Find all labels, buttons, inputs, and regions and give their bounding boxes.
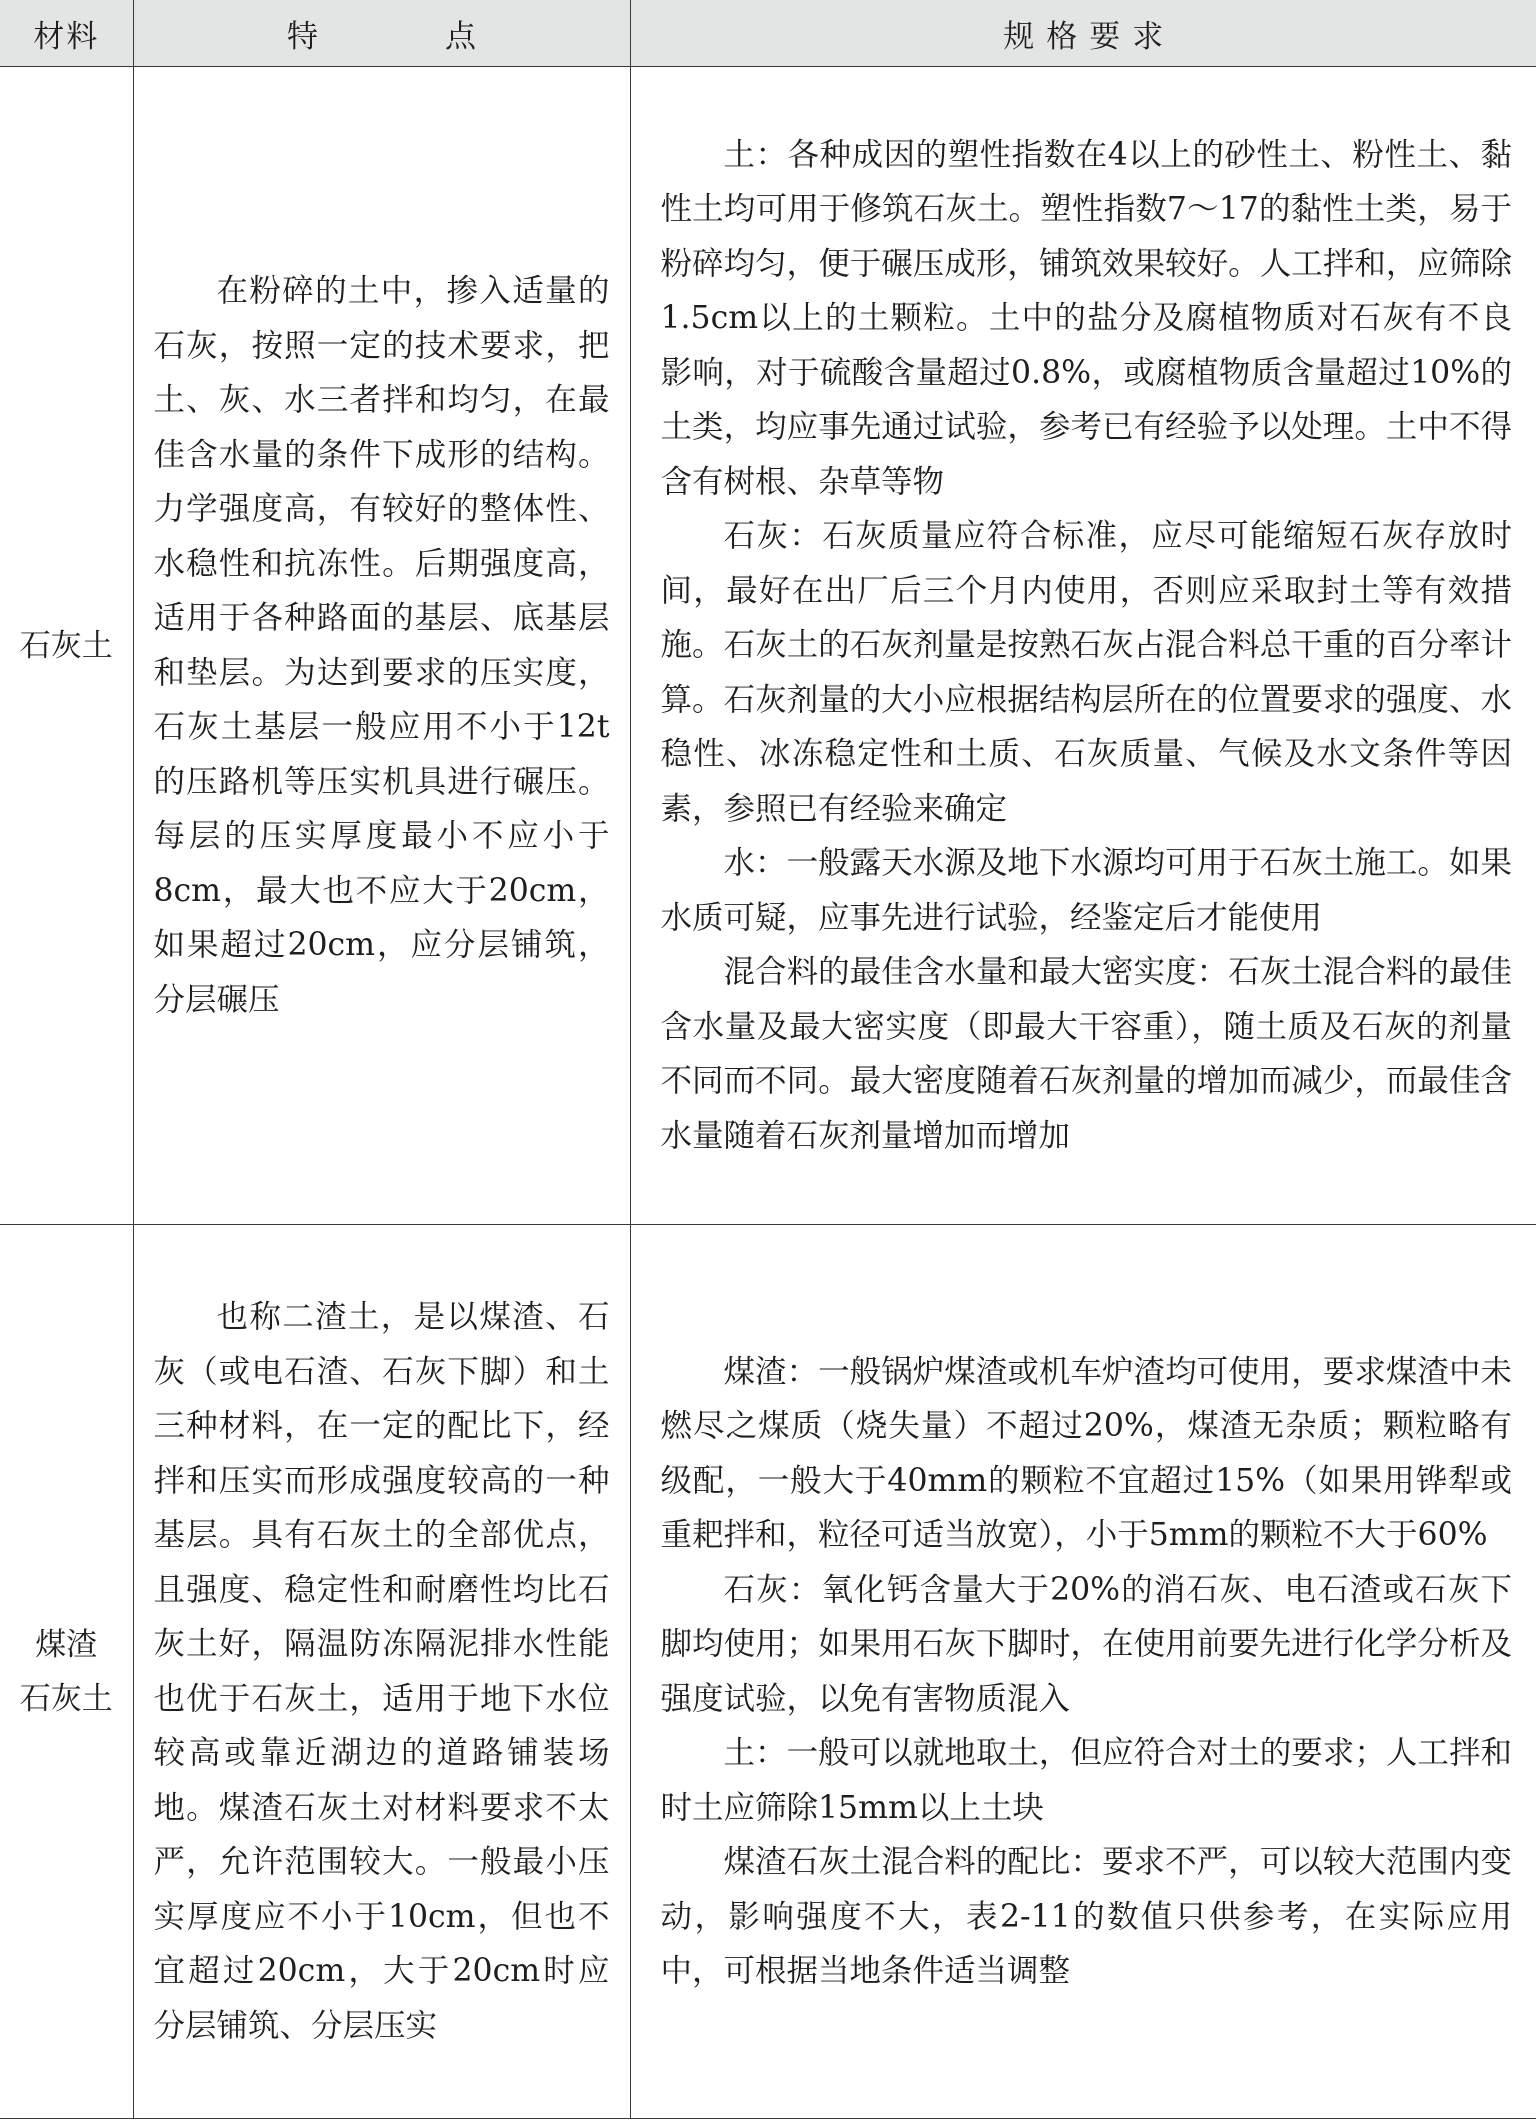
header-specs: 规格要求 (630, 0, 1536, 67)
features-cell (133, 67, 630, 1225)
spec-paragraph: 土：一般可以就地取土，但应符合对土的要求；人工拌和时土应筛除15mm以上土块 (660, 1735, 1512, 1826)
features-cell (133, 1225, 630, 2119)
spec-paragraph: 混合料的最佳含水量和最大密实度：石灰土混合料的最佳含水量及最大密实度（即最大干容重），随土质及石灰的剂量不同而不同。最大密度随着石灰剂量的增加而减少，而最佳含水量随着石灰剂量增加而增加 (660, 954, 1512, 1154)
specs-cell (630, 1225, 1536, 2119)
spec-paragraph: 石灰：石灰质量应符合标准，应尽可能缩短石灰存放时间，最好在出厂后三个月内使用，否则应采取封土等有效措施。石灰土的石灰剂量是按熟石灰占混合料总干重的百分率计算。石灰剂量的大小应根据结构层所在的位置要求的强度、水稳性、冰冻稳定性和土质、石灰质量、气候及水文条件等因素，参照已有经验来确定 (660, 518, 1512, 827)
material-cell (0, 1225, 133, 2119)
table-row (0, 1225, 1536, 2119)
spec-paragraph: 水：一般露天水源及地下水源均可用于石灰土施工。如果水质可疑，应事先进行试验，经鉴定后才能使用 (660, 845, 1512, 936)
table-row (0, 67, 1536, 1225)
header-material: 材料 (0, 0, 133, 67)
spec-paragraph: 土：各种成因的塑性指数在4以上的砂性土、粉性土、黏性土均可用于修筑石灰土。塑性指数7～17的黏性土类，易于粉碎均匀，便于碾压成形，铺筑效果较好。人工拌和，应筛除1.5cm以上的土颗粒。土中的盐分及腐植物质对石灰有不良影响，对于硫酸含量超过0.8%，或腐植物质含量超过10%的土类，均应事先通过试验，参考已有经验予以处理。土中不得含有树根、杂草等物 (660, 136, 1512, 500)
material-name-line: 煤渣 (35, 1626, 98, 1663)
features-text: 在粉碎的土中，掺入适量的石灰，按照一定的技术要求，把土、灰、水三者拌和均匀，在最佳含水量的条件下成形的结构。力学强度高，有较好的整体性、水稳性和抗冻性。后期强度高，适用于各种路面的基层、底基层和垫层。为达到要求的压实度，石灰土基层一般应用不小于12t的压路机等压实机具进行碾压。每层的压实厚度最小不应小于8cm，最大也不应大于20cm，如果超过20cm，应分层铺筑，分层碾压 (153, 273, 610, 1018)
features-text: 也称二渣土，是以煤渣、石灰（或电石渣、石灰下脚）和土三种材料，在一定的配比下，经拌和压实而形成强度较高的一种基层。具有石灰土的全部优点，且强度、稳定性和耐磨性均比石灰土好，隔温防冻隔泥排水性能也优于石灰土，适用于地下水位较高或靠近湖边的道路铺装场地。煤渣石灰土对材料要求不太严，允许范围较大。一般最小压实厚度应不小于10cm，但也不宜超过20cm，大于20cm时应分层铺筑、分层压实 (153, 1299, 610, 2044)
spec-paragraph: 煤渣：一般锅炉煤渣或机车炉渣均可使用，要求煤渣中未燃尽之煤质（烧失量）不超过20%，煤渣无杂质；颗粒略有级配，一般大于40mm的颗粒不宜超过15%（如果用铧犁或重耙拌和，粒径可适当放宽），小于5mm的颗粒不大于60% (660, 1353, 1512, 1553)
spec-paragraph: 石灰：氧化钙含量大于20%的消石灰、电石渣或石灰下脚均使用；如果用石灰下脚时，在使用前要先进行化学分析及强度试验，以免有害物质混入 (660, 1571, 1512, 1717)
spec-paragraph: 煤渣石灰土混合料的配比：要求不严，可以较大范围内变动，影响强度不大，表2-11的数值只供参考，在实际应用中，可根据当地条件适当调整 (660, 1844, 1512, 1989)
material-cell (0, 67, 133, 1225)
specs-cell (630, 67, 1536, 1225)
header-features: 特 点 (133, 0, 630, 67)
header-row (0, 0, 1536, 67)
material-name-line: 石灰土 (19, 1680, 113, 1717)
material-name: 石灰土 (19, 627, 113, 664)
